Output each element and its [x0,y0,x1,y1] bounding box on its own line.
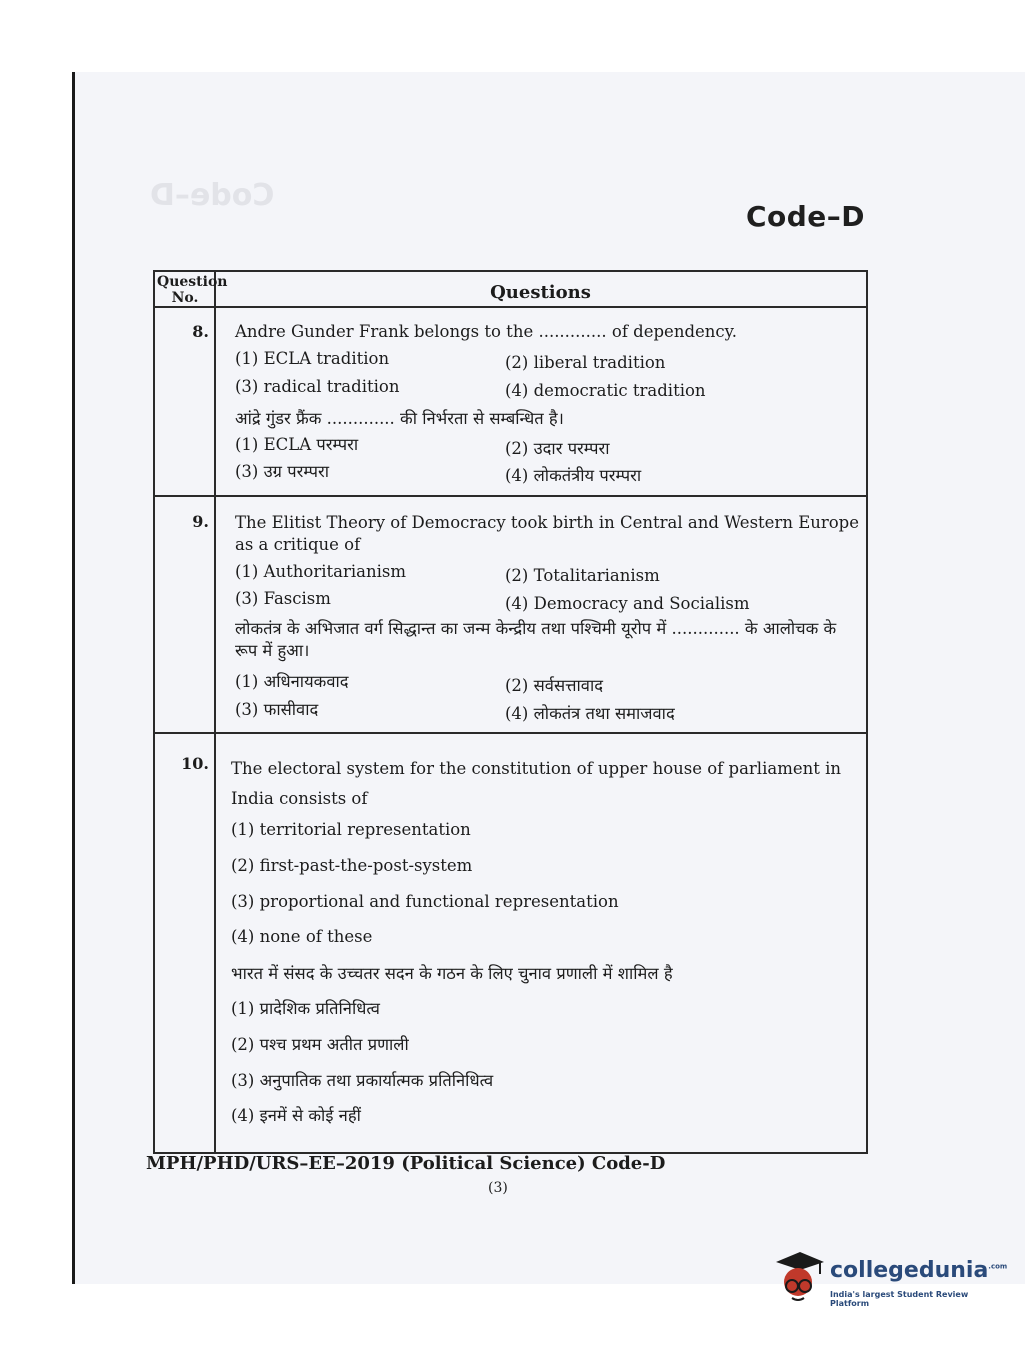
option: (3) proportional and functional representation [231,892,619,911]
option: (2) उदार परम्परा [505,439,610,458]
question-text-en: Andre Gunder Frank belongs to the ............. of dependency. [235,322,738,341]
question-text-en: The electoral system for the constitution of upper house of parliament in India consists of [231,759,842,808]
question-number: 10. [181,754,209,773]
brand-logo[interactable] [770,1248,1008,1318]
student-mascot-icon [770,1248,828,1312]
paper-code: Code–D [745,200,865,233]
question-text-en: The Elitist Theory of Democracy took birth in Central and Western Europe as a critique of [235,513,860,554]
question-table [153,270,868,1154]
option: (4) Democracy and Socialism [505,594,750,613]
option: (1) ECLA परम्परा [235,435,359,454]
option: (3) अनुपातिक तथा प्रकार्यात्मक प्रतिनिधित्व [231,1071,494,1090]
option: (4) none of these [231,927,373,946]
option: (1) territorial representation [231,820,471,839]
question-number: 8. [192,322,209,341]
page-number: (3) [488,1180,508,1196]
option: (1) अधिनायकवाद [235,672,349,691]
brand-name: collegedunia$^{.com}$ [830,1258,1008,1283]
option: (4) लोकतंत्र तथा समाजवाद [505,704,675,723]
option: (3) Fascism [235,589,331,608]
option: (2) Totalitarianism [505,566,660,585]
option: (2) सर्वसत्तावाद [505,676,603,695]
header-question-no: Question No. [157,274,228,306]
bleed-through-code: Code–D [150,178,275,213]
option: (4) democratic tradition [505,381,706,400]
header-questions: Questions [490,282,591,303]
option: (3) radical tradition [235,377,400,396]
brand-tagline: India's largest Student Review Platform [830,1290,969,1308]
option: (4) लोकतंत्रीय परम्परा [505,466,642,485]
option: (2) first-past-the-post-system [231,856,473,875]
option: (1) Authoritarianism [235,562,407,581]
question-text-hi: लोकतंत्र के अभिजात वर्ग सिद्धान्त का जन्म केन्द्रीय तथा पश्चिमी यूरोप में ............. के आलोचक के रूप में हुआ। [235,619,837,660]
option: (3) उग्र परम्परा [235,462,329,481]
option: (2) पश्च प्रथम अतीत प्रणाली [231,1035,409,1054]
question-8 [235,322,860,492]
option: (1) प्रादेशिक प्रतिनिधित्व [231,999,380,1018]
question-text-hi: भारत में संसद के उच्चतर सदन के गठन के लिए चुनाव प्रणाली में शामिल है [231,964,673,983]
question-text-hi: आंद्रे गुंडर फ्रैंक ............. की निर्भरता से सम्बन्धित है। [235,409,564,428]
question-number: 9. [192,512,209,531]
question-10 [231,754,860,1144]
footer-paper-title: MPH/PHD/URS–EE–2019 (Political Science) Code-D [146,1153,666,1174]
option: (2) liberal tradition [505,353,666,372]
question-9 [235,512,860,727]
option: (1) ECLA tradition [235,349,390,368]
option: (4) इनमें से कोई नहीं [231,1106,361,1125]
option: (3) फासीवाद [235,700,319,719]
